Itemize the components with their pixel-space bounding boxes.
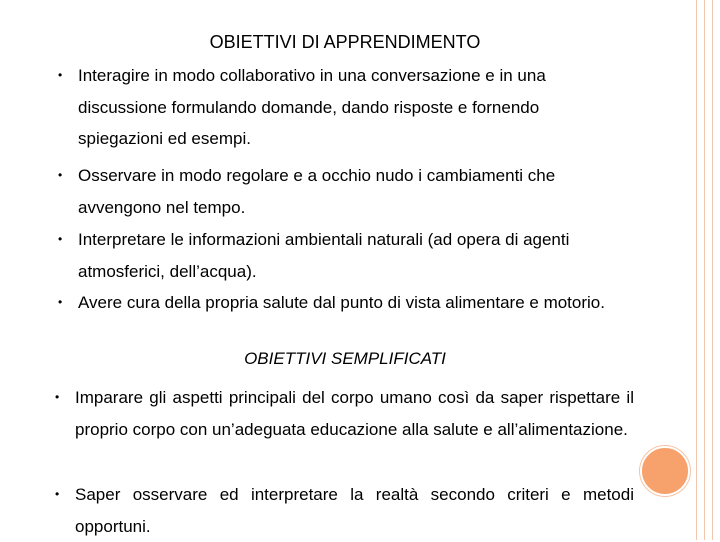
list-item — [55, 382, 634, 445]
bullet-icon: • — [55, 487, 60, 501]
bullet-icon: • — [58, 68, 63, 82]
list-item-text: Interagire in modo collaborativo in una conversazione e in una discussione formulando domande, dando risposte e fornendo spiegazioni ed esempi. — [78, 66, 546, 148]
bullet-icon: • — [55, 390, 60, 404]
right-border-line — [712, 0, 713, 540]
list-item — [58, 60, 598, 155]
list-item-text: Osservare in modo regolare e a occhio nudo i cambiamenti che avvengono nel tempo. — [78, 166, 556, 217]
bullet-icon: • — [58, 295, 63, 309]
list-item — [58, 224, 603, 287]
right-border-line — [704, 0, 705, 540]
list-item-text: Imparare gli aspetti principali del corpo umano così da saper rispettare il proprio corpo con un’adeguata educazione alla salute e all’alimentazione. — [75, 388, 634, 439]
right-border-line — [696, 0, 697, 540]
list-item — [58, 160, 613, 223]
section-subtitle: OBIETTIVI SEMPLIFICATI — [244, 349, 446, 368]
orange-circle-icon — [640, 446, 690, 496]
bullet-icon: • — [58, 232, 63, 246]
slide-title: OBIETTIVI DI APPRENDIMENTO — [209, 32, 481, 52]
list-item — [55, 479, 634, 542]
bullet-icon: • — [58, 168, 63, 182]
list-item — [58, 287, 668, 319]
list-item-text: Saper osservare ed interpretare la realtà secondo criteri e metodi opportuni. — [75, 485, 634, 536]
list-item-text: Avere cura della propria salute dal punto di vista alimentare e motorio. — [78, 293, 605, 312]
list-item-text: Interpretare le informazioni ambientali naturali (ad opera di agenti atmosferici, dell’acqua). — [78, 230, 570, 281]
